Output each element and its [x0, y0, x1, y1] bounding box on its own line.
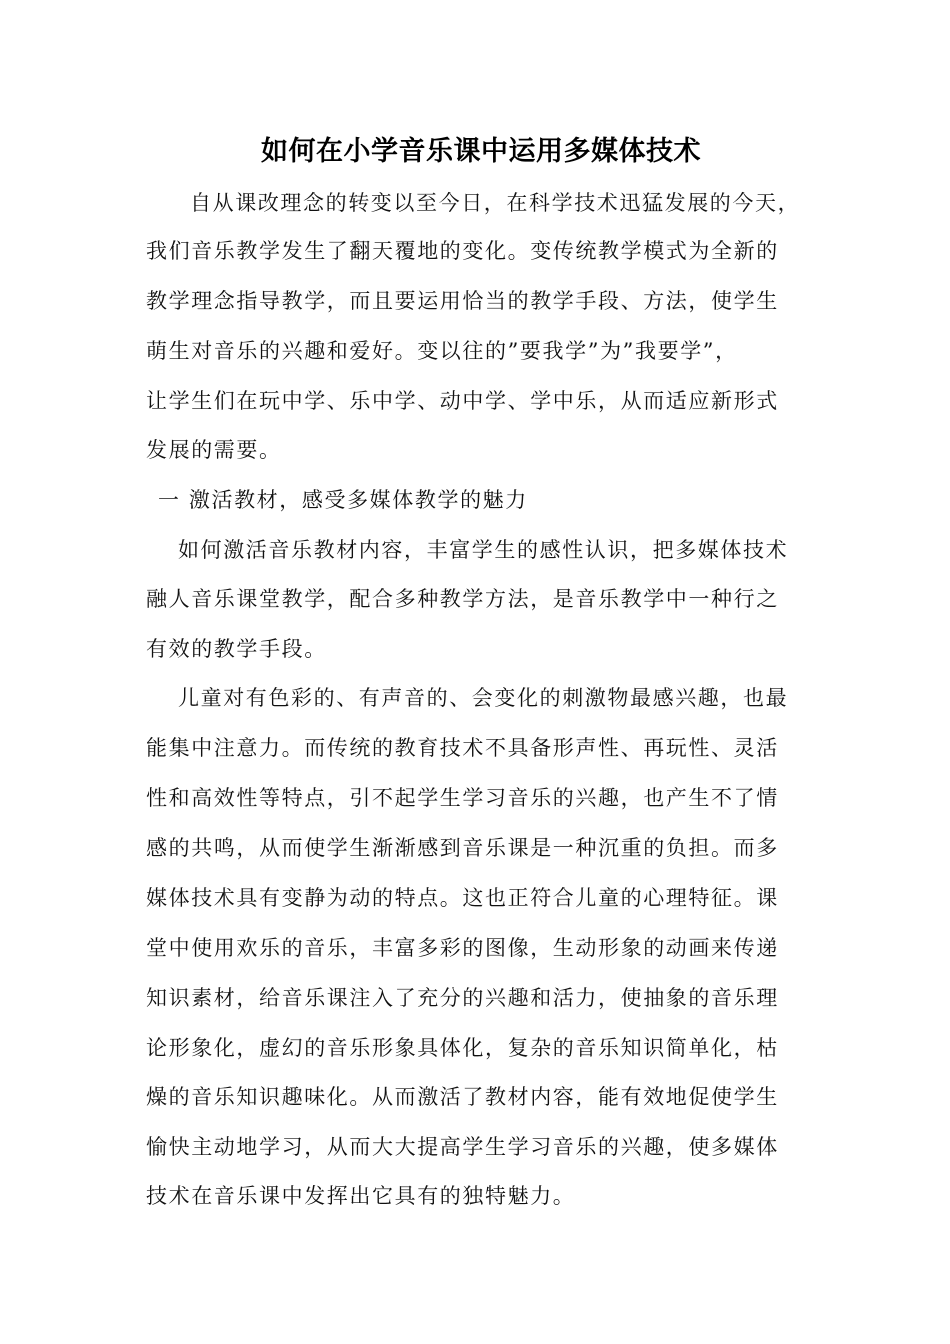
para2-line-9: 燥的音乐知识趣味化。从而激活了教材内容，能有效地促使学生: [146, 1085, 779, 1109]
para1-line-1: 如何激活音乐教材内容，丰富学生的感性认识，把多媒体技术: [178, 538, 789, 562]
intro-line-5: 让学生们在玩中学、乐中学、动中学、学中乐，从而适应新形式: [146, 389, 779, 413]
intro-line-4: 萌生对音乐的兴趣和爱好。变以往的”要我学”为”我要学”，: [146, 339, 738, 363]
intro-line-3: 教学理念指导教学，而且要运用恰当的教学手段、方法，使学生: [146, 289, 779, 313]
para1-line-3: 有效的教学手段。: [146, 637, 327, 661]
intro-line-6: 发展的需要。: [146, 438, 282, 462]
para2-line-5: 媒体技术具有变静为动的特点。这也正符合儿童的心理特征。课: [146, 886, 779, 910]
page-title: 如何在小学音乐课中运用多媒体技术: [261, 136, 701, 167]
para2-line-1: 儿童对有色彩的、有声音的、会变化的刺激物最感兴趣，也最: [178, 686, 789, 710]
para2-line-6: 堂中使用欢乐的音乐，丰富多彩的图像，生动形象的动画来传递: [146, 936, 779, 960]
intro-line-1: 自从课改理念的转变以至今日，在科学技术迅猛发展的今天，: [190, 191, 801, 215]
para2-line-8: 论形象化，虚幻的音乐形象具体化，复杂的音乐知识简单化，枯: [146, 1036, 779, 1060]
intro-line-2: 我们音乐教学发生了翻天覆地的变化。变传统教学模式为全新的: [146, 239, 779, 263]
para2-line-3: 性和高效性等特点，引不起学生学习音乐的兴趣，也产生不了情: [146, 786, 779, 810]
para2-line-4: 感的共鸣，从而使学生渐渐感到音乐课是一种沉重的负担。而多: [146, 836, 779, 860]
section-heading-1: 一 激活教材，感受多媒体教学的魅力: [158, 488, 528, 512]
para1-line-2: 融人音乐课堂教学，配合多种教学方法，是音乐教学中一种行之: [146, 587, 779, 611]
para2-line-7: 知识素材，给音乐课注入了充分的兴趣和活力，使抽象的音乐理: [146, 986, 779, 1010]
para2-line-2: 能集中注意力。而传统的教育技术不具备形声性、再玩性、灵活: [146, 736, 779, 760]
para2-line-11: 技术在音乐课中发挥出它具有的独特魅力。: [146, 1184, 576, 1208]
para2-line-10: 愉快主动地学习，从而大大提高学生学习音乐的兴趣，使多媒体: [146, 1135, 779, 1159]
